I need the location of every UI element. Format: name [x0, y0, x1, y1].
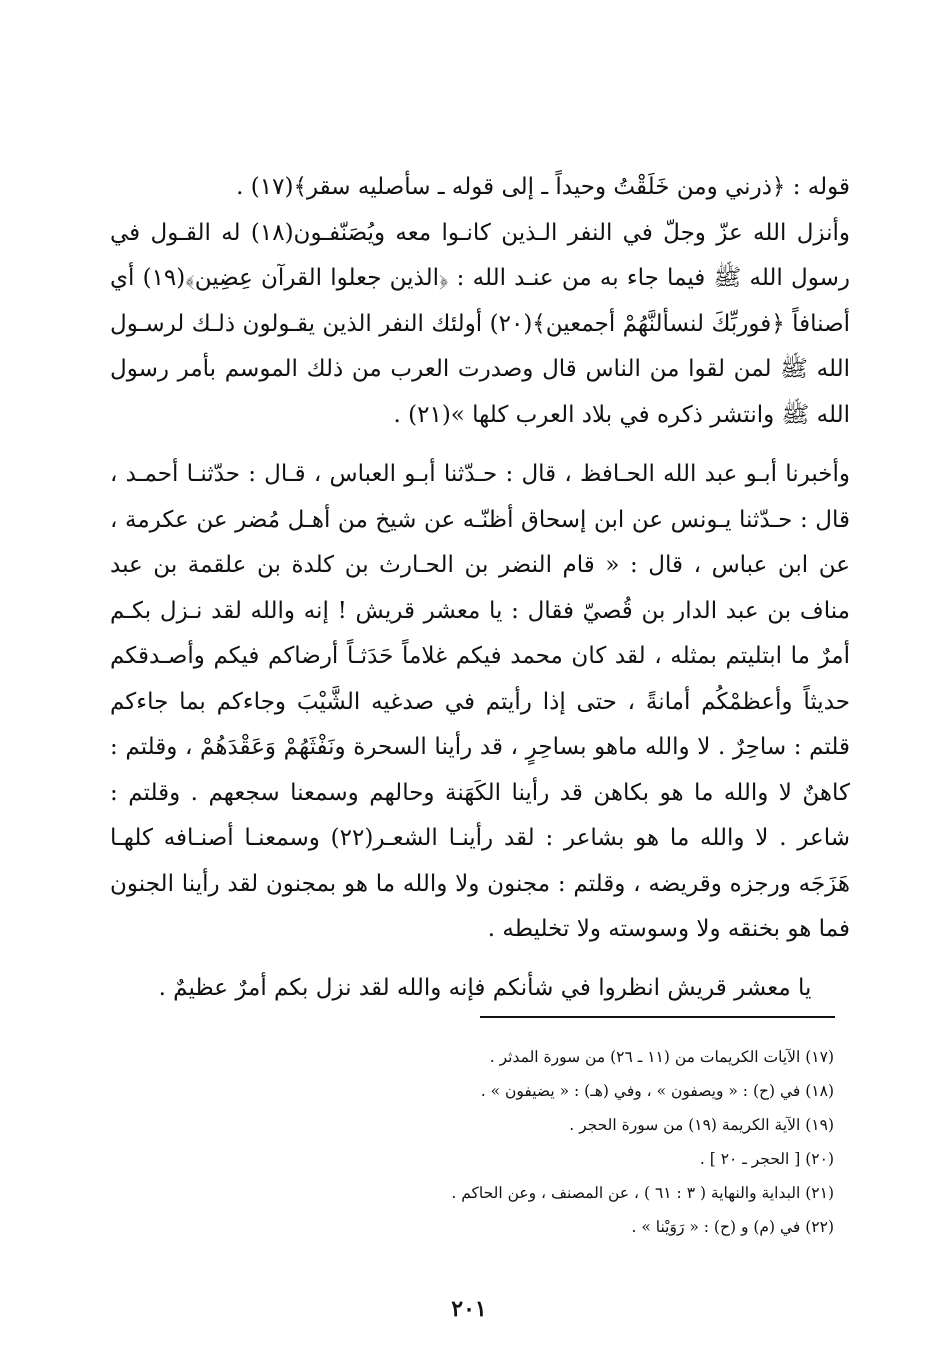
- footnote-17: (١٧) الآيات الكريمات من (١١ ـ ٢٦) من سورة المدثر .: [489, 1048, 834, 1066]
- paragraph-quote: قوله : ﴿ذرني ومن خَلَقْتُ وحيداً ـ إلى قوله ـ سأصليه سقر﴾(١٧) .: [236, 174, 850, 200]
- paragraph-narration: وأخبرنا أبـو عبد الله الحـافظ ، قال : حـدّثنا أبـو العباس ، قـال : حدّثنـا أحمـد ، قال : حـدّثنا يـونس عن ابن إسحاق أظنّـه عن شيخ من أهـل مُضر عن عكرمة ، عن ابن عباس ، قال : « قام النضر بن الحـارث بن كلدة بن علقمة بن عبد مناف بن عبد الدار بن قُصيّ فقال : يا معشر قريش ! إنه والله لقد نـزل بكـم أمرٌ ما ابتليتم بمثله ، لقد كان محمد فيكم غلاماً حَدَثـاً أرضاكم فيكم وأصـدقكم حديثاً وأعظمْكُم أمانةً ، حتى إذا رأيتم في صدغيه الشَّيْبَ وجاءكم بما جاءكم قلتم : ساحِرٌ . لا والله ماهو بساحِرٍ ، قد رأينا السحرة ونَفْثَهُمْ وَعَقْدَهُمْ ، وقلتم : كاهنٌ لا والله ما هو بكاهن قد رأينا الكَهَنة وحالهم وسمعنا سجعهم . وقلتم : شاعر . لا والله ما هو بشاعر : لقد رأينـا الشعـر(٢٢) وسمعنـا أصنـافه كلهـا هَزَجَه ورجزه وقريضه ، وقلتم : مجنون ولا والله ما هو بمجنون لقد رأينا الجنون فما هو بخنقه ولا وسوسته ولا تخليطه .: [110, 461, 850, 942]
- page-number: ٢٠١: [451, 1296, 487, 1322]
- footnotes: [150, 1040, 834, 1244]
- footnote-22: (٢٢) في (م) و (ح) : « رَوَيْنا » .: [631, 1218, 834, 1236]
- footnote-20: (٢٠) [ الحجر ـ ٢٠ ] .: [699, 1150, 834, 1168]
- footnote-21: (٢١) البداية والنهاية ( ٣ : ٦١ ) ، عن المصنف ، وعن الحاكم .: [451, 1184, 834, 1202]
- footnote-19: (١٩) الآية الكريمة (١٩) من سورة الحجر .: [569, 1116, 834, 1134]
- footnote-separator: [480, 1016, 835, 1018]
- paragraph-revelation: وأنزل الله عزّ وجلّ في النفر الـذين كانـوا معه ويُصَنّفـون(١٨) له القـول في رسول الله ﷺ فيما جاء به من عنـد الله : ﴿الذين جعلوا القرآن عِضِين﴾(١٩) أي أصنافاً ﴿فوربِّكَ لنسألنَّهُمْ أجمعين﴾(٢٠) أولئك النفر الذين يقـولون ذلـك لرسـول الله ﷺ لمن لقوا من الناس قال وصدرت العرب من ذلك الموسم بأمر رسول الله ﷺ وانتشر ذكره في بلاد العرب كلها »(٢١) .: [110, 219, 850, 428]
- closing-line: يا معشر قريش انظروا في شأنكم فإنه والله لقد نزل بكم أمرٌ عظيمٌ .: [158, 975, 812, 1001]
- footnote-18: (١٨) في (ح) : « ويصفون » ، وفي (هـ) : « يضيفون » .: [480, 1082, 834, 1100]
- main-text: [110, 165, 850, 953]
